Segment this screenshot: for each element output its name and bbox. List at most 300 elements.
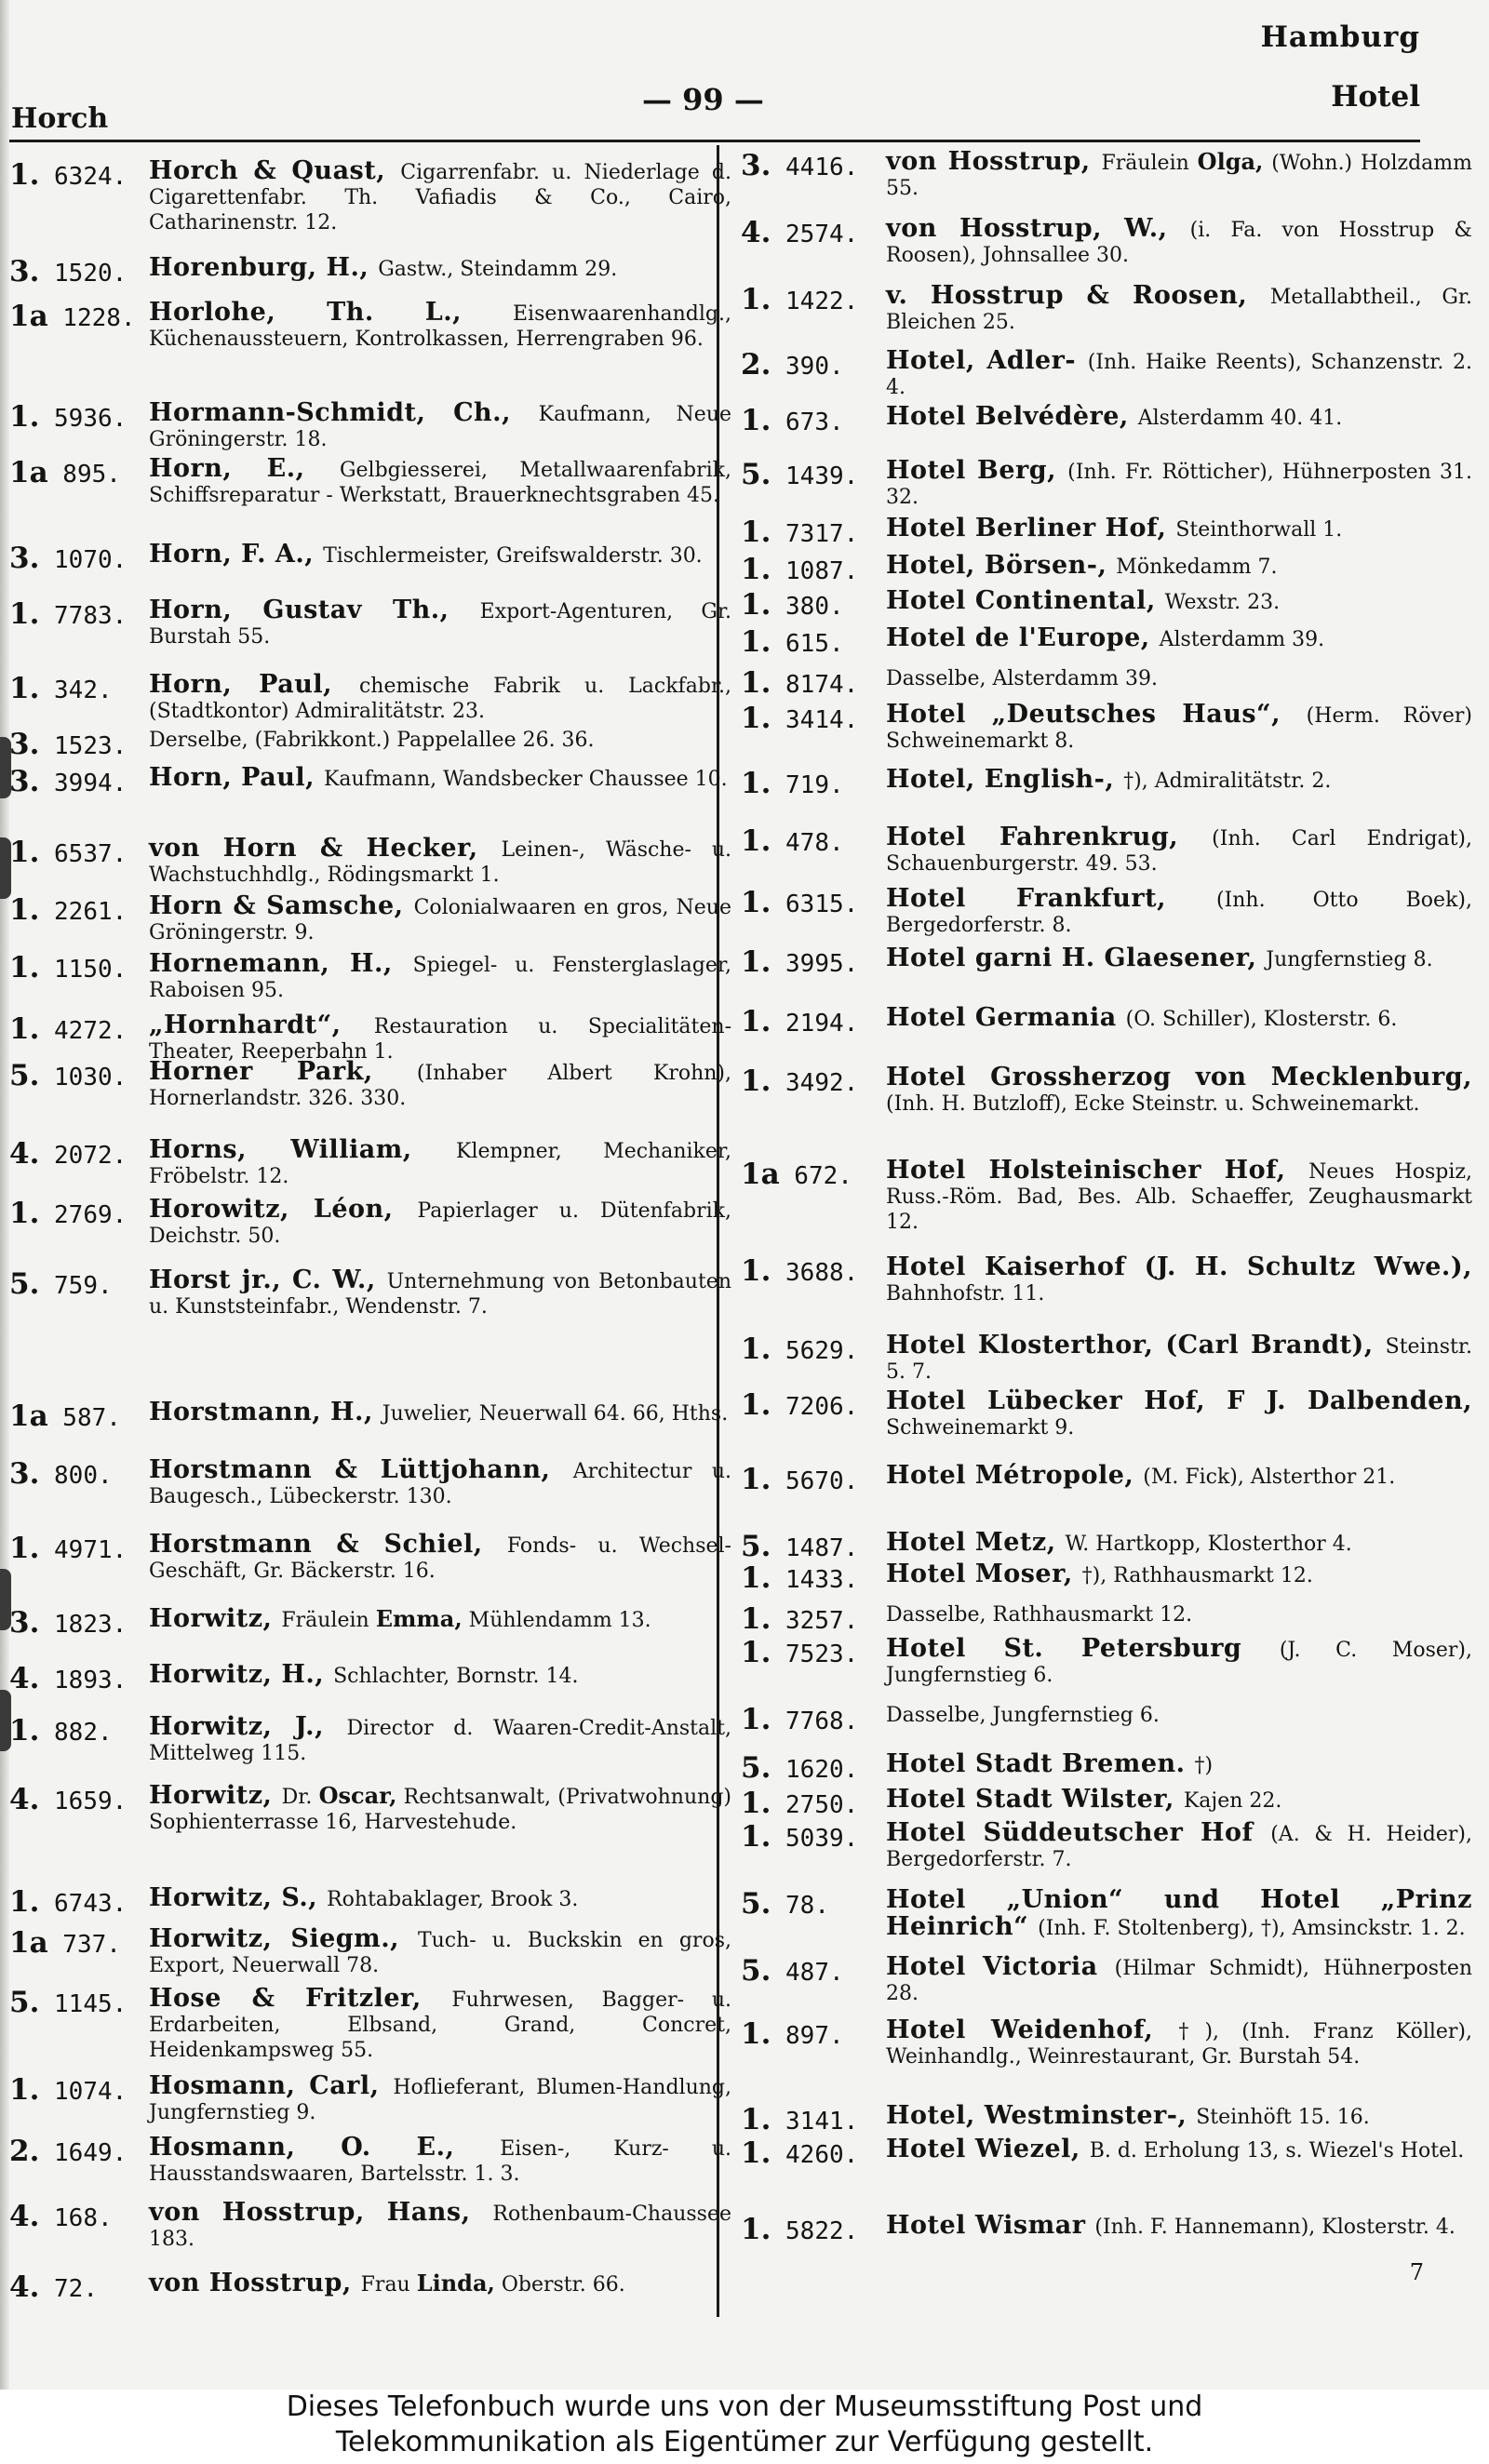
exchange-code: 1. <box>741 886 771 919</box>
subscriber-number: 478. <box>771 829 844 857</box>
entry-text <box>149 1267 731 1319</box>
entry-description: †), (Inh. Franz Köller), Weinhandlg., Weinrestaurant, Gr. Burstah 54. <box>886 2020 1473 2069</box>
subscriber-number: 1145. <box>39 1990 127 2018</box>
entry-text <box>149 2135 731 2187</box>
exchange-code: 1a <box>741 1158 780 1191</box>
entry-description: (Herm. Röver) Schweinemarkt 8. <box>886 704 1472 753</box>
subscriber-number: 1649. <box>39 2139 127 2167</box>
entry-text <box>149 1662 731 1689</box>
phone-number <box>9 1012 149 1046</box>
subscriber-number: 1823. <box>39 1611 127 1639</box>
subscriber-number: 1620. <box>771 1756 859 1784</box>
phone-number <box>9 597 149 631</box>
subscriber-number: 3257. <box>771 1607 859 1635</box>
exchange-code: 1. <box>9 1197 40 1230</box>
entry-text <box>886 1887 1472 1941</box>
entry-text <box>149 400 731 452</box>
exchange-code: 1. <box>9 836 40 869</box>
entry-text <box>149 893 731 945</box>
phone-number <box>741 1254 880 1288</box>
entry-description: Fuhrwesen, Bagger- u. Erdarbeiten, Elbsand, Grand, Concret, Heidenkampsweg 55. <box>149 1989 731 2062</box>
subscriber-number: 897. <box>771 2022 844 2050</box>
exchange-code: 1. <box>741 1636 771 1669</box>
entry-description: Tuch- u. Buckskin en gros, Export, Neuerwall 78. <box>149 1929 731 1977</box>
subscriber-number: 5822. <box>771 2217 859 2245</box>
exchange-code: 5. <box>741 1887 771 1921</box>
entry-description: Gastw., Steindamm 29. <box>378 258 618 281</box>
entry-description: Colonialwaaren en gros, Neue Gröningerstr. 9. <box>149 896 731 944</box>
exchange-code: 1. <box>9 400 40 434</box>
entry-description: Dasselbe, Rathhausmarkt 12. <box>886 1603 1193 1627</box>
entry-text <box>886 1787 1472 1814</box>
entry-name: Horwitz, <box>149 1781 282 1810</box>
subscriber-number: 2194. <box>771 1010 859 1038</box>
exchange-code: 1. <box>9 1885 40 1919</box>
subscriber-number: 1150. <box>39 956 127 984</box>
phone-number <box>741 767 880 800</box>
phone-number <box>9 1606 149 1640</box>
entry-description: Dasselbe, Jungfernstieg 6. <box>886 1704 1160 1727</box>
entry-text <box>149 1926 731 1978</box>
entry-name: Hotel, English-, <box>886 765 1124 794</box>
phone-number <box>9 2073 149 2107</box>
phone-number <box>741 588 880 622</box>
subscriber-number: 72. <box>39 2275 98 2303</box>
phone-number <box>741 553 880 586</box>
phone-number <box>9 1714 149 1748</box>
subscriber-number: 2574. <box>771 221 859 248</box>
entry-text <box>886 1158 1472 1235</box>
entry-text <box>149 1059 731 1111</box>
entry-text <box>886 1332 1472 1385</box>
phone-number <box>9 2270 149 2304</box>
entry-description: Fonds- u. Wechsel-Geschäft, Gr. Bäckerstr. 16. <box>149 1534 731 1583</box>
entry-description: Alsterdamm 39. <box>1159 628 1325 651</box>
phone-number <box>741 1787 880 1820</box>
exchange-code: 1. <box>741 1561 771 1595</box>
entry-name: Hosmann, Carl, <box>149 2071 394 2100</box>
entry-text <box>886 2213 1472 2240</box>
exchange-code: 1. <box>741 1787 771 1820</box>
exchange-code: 3. <box>9 1457 40 1491</box>
entry-text <box>886 348 1472 400</box>
subscriber-number: 4416. <box>771 154 859 181</box>
entry-description: †), Rathhausmarkt 12. <box>1081 1564 1313 1587</box>
exchange-code: 1. <box>9 672 40 705</box>
subscriber-number: 5039. <box>771 1825 859 1853</box>
phone-number <box>741 666 880 700</box>
exchange-code: 1. <box>741 588 771 622</box>
entry-text <box>149 1606 731 1633</box>
entry-name: Hotel Frankfurt, <box>886 884 1216 913</box>
entry-text <box>886 1463 1472 1490</box>
subscriber-number: 5936. <box>39 405 127 433</box>
entry-text <box>886 1954 1472 2006</box>
subscriber-number: 7768. <box>771 1707 859 1735</box>
entry-description: Export-Agenturen, Gr. Burstah 55. <box>149 600 731 649</box>
entry-name: von Hosstrup, <box>149 2269 361 2297</box>
subscriber-number: 4971. <box>39 1536 127 1564</box>
entry-description: (Inh. Carl Endrigat), Schauenburgerstr. 49. 53. <box>886 827 1472 876</box>
entry-name: Horn, F. A., <box>149 540 324 569</box>
entry-text <box>149 597 731 649</box>
phone-number <box>741 1158 880 1191</box>
exchange-code: 1. <box>9 1012 40 1046</box>
subscriber-number: 1893. <box>39 1667 127 1694</box>
phone-number <box>9 1399 149 1433</box>
entry-description: Kaufmann, Neue Gröningerstr. 18. <box>149 403 732 451</box>
subscriber-number: 2072. <box>39 1142 127 1170</box>
subscriber-number: 3994. <box>39 770 127 797</box>
entry-description: Derselbe, (Fabrikkont.) Pappelallee 26. 36. <box>149 729 595 752</box>
header-rule <box>9 140 1420 142</box>
entry-description: Eisen-, Kurz- u. Hausstandswaaren, Bartelsstr. 1. 3. <box>149 2137 731 2186</box>
entry-text <box>886 702 1472 754</box>
subscriber-number: 342. <box>39 676 113 704</box>
footnote-mark: 7 <box>1409 2259 1424 2285</box>
entry-description: Kajen 22. <box>1183 1789 1282 1813</box>
exchange-code: 5. <box>741 1954 771 1988</box>
page-spine-shadow <box>0 0 9 2390</box>
subscriber-number: 7523. <box>771 1640 859 1668</box>
exchange-code: 1. <box>9 597 40 631</box>
exchange-code: 1. <box>741 1254 771 1288</box>
exchange-code: 1. <box>741 824 771 858</box>
entry-description: (Inh. Otto Boek), Bergedorferstr. 8. <box>886 889 1472 937</box>
subscriber-number: 759. <box>39 1272 113 1300</box>
entry-name: Hotel Berliner Hof, <box>886 514 1176 542</box>
entry-text <box>886 216 1472 268</box>
entry-name: Hotel Germania <box>886 1003 1126 1032</box>
entry-text <box>886 1254 1472 1306</box>
subscriber-number: 895. <box>47 461 121 489</box>
phone-number <box>9 672 149 705</box>
entry-description: (Inh. Fr. Rötticher), Hühnerposten 31. 32. <box>886 461 1472 509</box>
entry-text <box>886 1751 1472 1778</box>
entry-name: Hosmann, O. E., <box>149 2133 501 2162</box>
subscriber-number: 2261. <box>39 898 127 926</box>
phone-number <box>9 456 149 489</box>
subscriber-number: 673. <box>771 408 844 436</box>
entry-text <box>149 1714 731 1766</box>
entry-text <box>149 1399 731 1426</box>
entry-description: Klempner, Mechaniker, Fröbelstr. 12. <box>149 1140 731 1188</box>
subscriber-number: 7317. <box>771 520 859 548</box>
phone-number <box>741 1065 880 1098</box>
phone-number <box>741 1005 880 1038</box>
entry-text <box>149 255 731 282</box>
phone-number <box>741 348 880 382</box>
entry-description: Mönkedamm 7. <box>1116 556 1278 579</box>
subscriber-number: 4260. <box>771 2141 859 2169</box>
exchange-code: 1. <box>741 404 771 437</box>
phone-number <box>741 1602 880 1636</box>
subscriber-number: 78. <box>771 1892 829 1920</box>
phone-number <box>741 1332 880 1366</box>
entry-text <box>886 1636 1472 1688</box>
entry-description: (J. C. Moser), Jungfernstieg 6. <box>886 1639 1472 1687</box>
entry-text <box>149 300 731 352</box>
subscriber-number: 615. <box>771 630 844 658</box>
phone-number <box>9 2200 149 2233</box>
entry-name: Hormann-Schmidt, Ch., <box>149 398 539 427</box>
entry-description: (Inh. F. Stoltenberg), †), Amsinckstr. 1. 2. <box>1038 1917 1466 1940</box>
exchange-code: 1. <box>741 666 771 700</box>
entry-description: Steinstr. 5. 7. <box>886 1335 1472 1384</box>
entry-description: Wexstr. 23. <box>1164 591 1281 614</box>
entry-text <box>149 1137 731 1189</box>
entry-text <box>149 672 731 724</box>
entry-text <box>149 456 731 508</box>
entry-name: Hotel Metz, <box>886 1528 1066 1557</box>
exchange-code: 1. <box>9 893 40 927</box>
entry-name: Horn & Samsche, <box>149 891 414 920</box>
subscriber-number: 1030. <box>39 1064 127 1091</box>
subscriber-number: 1439. <box>771 462 859 490</box>
entry-text <box>149 1457 731 1509</box>
entry-text <box>886 1602 1472 1627</box>
entry-name: Horn, Gustav Th., <box>149 596 480 624</box>
phone-number <box>9 1986 149 2019</box>
entry-text <box>886 1065 1472 1117</box>
entry-text <box>149 1783 731 1835</box>
subscriber-number: 5629. <box>771 1337 859 1365</box>
subscriber-number: 1087. <box>771 557 859 585</box>
phone-number <box>741 2213 880 2246</box>
entry-name: Hotel „Deutsches Haus“, <box>886 700 1307 729</box>
entry-text <box>149 951 731 1003</box>
entry-text <box>149 765 731 792</box>
entry-description: Steinthorwall 1. <box>1175 518 1343 542</box>
phone-number <box>9 400 149 434</box>
entry-name: Horwitz, S., <box>149 1883 328 1912</box>
entry-name: Horn, E., <box>149 454 340 483</box>
phone-number <box>741 149 880 182</box>
subscriber-number: 1228. <box>47 304 136 332</box>
exchange-code: 2. <box>741 348 771 382</box>
entry-name: von Hosstrup, <box>886 147 1102 176</box>
entry-name: Hotel Süddeutscher Hof <box>886 1818 1271 1847</box>
entry-text <box>149 2073 731 2125</box>
entry-description: Dr. Oscar, Rechtsanwalt, (Privatwohnung) Sophienterrasse 16, Harvestehude. <box>149 1782 731 1834</box>
entry-description: (Inh. H. Butzloff), Ecke Steinstr. u. Schweinemarkt. <box>886 1092 1420 1116</box>
phone-number <box>741 516 880 549</box>
entry-text <box>149 728 731 753</box>
exchange-code: 1. <box>9 1714 40 1748</box>
exchange-code: 1a <box>9 1399 48 1433</box>
exchange-code: 1a <box>9 1926 48 1960</box>
entry-description: (Inh. Haike Reents), Schanzenstr. 2. 4. <box>886 351 1472 399</box>
entry-name: „Hornhardt“, <box>149 1011 374 1039</box>
phone-number <box>9 765 149 798</box>
exchange-code: 5. <box>741 1751 771 1785</box>
ownership-notice <box>0 2390 1489 2464</box>
subscriber-number: 6537. <box>39 840 127 868</box>
entry-name: Hotel Klosterthor, (Carl Brandt), <box>886 1331 1386 1359</box>
exchange-code: 3. <box>9 728 40 761</box>
subscriber-number: 737. <box>47 1931 121 1959</box>
entry-description: Neues Hospiz, Russ.-Röm. Bad, Bes. Alb. Schaeffer, Zeughausmarkt 12. <box>886 1160 1472 1234</box>
phone-number <box>9 1267 149 1301</box>
entry-text <box>886 1388 1472 1440</box>
subscriber-number: 390. <box>771 353 844 381</box>
entry-description: †) <box>1194 1754 1214 1777</box>
phone-number <box>741 1388 880 1422</box>
entry-name: Hotel Kaiserhof (J. H. Schultz Wwe.), <box>886 1252 1472 1281</box>
subscriber-number: 1520. <box>39 260 127 288</box>
phone-number <box>741 1887 880 1921</box>
entry-description: Metallabtheil., Gr. Bleichen 25. <box>886 286 1472 334</box>
phone-number <box>741 2103 880 2136</box>
entry-description: Fräulein Emma, Mühlendamm 13. <box>281 1605 651 1632</box>
exchange-code: 1. <box>741 1463 771 1496</box>
exchange-code: 1. <box>9 158 40 192</box>
exchange-code: 1. <box>741 2213 771 2246</box>
phone-number <box>9 951 149 984</box>
entry-description: chemische Fabrik u. Lackfabr., (Stadtkontor) Admiralitätstr. 23. <box>149 675 731 723</box>
entry-description: †), Admiralitätstr. 2. <box>1123 770 1332 793</box>
subscriber-number: 1659. <box>39 1788 127 1815</box>
entry-name: von Hosstrup, W., <box>886 214 1190 243</box>
subscriber-number: 5670. <box>771 1467 859 1495</box>
entry-text <box>149 2200 731 2252</box>
exchange-code: 5. <box>9 1267 40 1301</box>
phone-number <box>9 1662 149 1695</box>
subscriber-number: 380. <box>771 593 844 621</box>
right-catchword: Hotel <box>1331 80 1420 114</box>
exchange-code: 1. <box>741 1820 771 1854</box>
subscriber-number: 8174. <box>771 671 859 699</box>
phone-number <box>741 1463 880 1496</box>
entry-name: Horwitz, J., <box>149 1712 347 1741</box>
entry-description: Unternehmung von Betonbauten u. Kunststeinfabr., Wendenstr. 7. <box>149 1270 731 1319</box>
entry-text <box>886 824 1472 877</box>
entry-name: v. Hosstrup & Roosen, <box>886 281 1270 310</box>
subscriber-number: 587. <box>47 1404 121 1432</box>
entry-text <box>886 2017 1472 2069</box>
entry-description: Tischlermeister, Greifswalderstr. 30. <box>323 544 703 568</box>
exchange-code: 1. <box>741 702 771 735</box>
notice-line-2: Telekommunikation als Eigentümer zur Verfügung gestellt. <box>335 2426 1154 2458</box>
exchange-code: 1. <box>741 1388 771 1422</box>
entry-name: Hotel Belvédère, <box>886 402 1138 431</box>
entry-description: B. d. Erholung 13, s. Wiezel's Hotel. <box>1089 2139 1465 2163</box>
entry-description: (M. Fick), Alsterthor 21. <box>1143 1466 1396 1489</box>
subscriber-number: 1070. <box>39 546 127 574</box>
subscriber-number: 6743. <box>39 1890 127 1918</box>
entry-description: Fräulein Olga, (Wohn.) Holzdamm 55. <box>886 148 1473 200</box>
entry-text <box>149 542 731 569</box>
subscriber-number: 3688. <box>771 1259 859 1287</box>
entry-name: Hotel Wismar <box>886 2211 1095 2240</box>
exchange-code: 1. <box>9 1532 40 1565</box>
subscriber-number: 719. <box>771 771 844 799</box>
entry-description: (Inhaber Albert Krohn), Hornerlandstr. 326. 330. <box>149 1062 731 1110</box>
entry-description: Alsterdamm 40. 41. <box>1137 407 1343 430</box>
entry-description: Juwelier, Neuerwall 64. 66, Hths. <box>382 1402 729 1426</box>
notice-line-1: Dieses Telefonbuch wurde uns von der Museumsstiftung Post und <box>286 2390 1203 2423</box>
entry-name: Hornemann, H., <box>149 949 413 978</box>
entry-name: Hotel Wiezel, <box>886 2135 1090 2163</box>
exchange-code: 1. <box>741 1703 771 1736</box>
subscriber-number: 3414. <box>771 706 859 734</box>
subscriber-number: 487. <box>771 1959 844 1987</box>
entry-text <box>886 2103 1472 2130</box>
entry-description: Schlachter, Bornstr. 14. <box>333 1665 579 1688</box>
phone-number <box>741 1703 880 1736</box>
exchange-code: 1. <box>9 951 40 984</box>
entry-text <box>886 458 1472 510</box>
entry-description: Restauration u. Specialitäten-Theater, Reeperbahn 1. <box>149 1015 731 1064</box>
phone-number <box>741 1954 880 1988</box>
exchange-code: 1. <box>741 2136 771 2170</box>
subscriber-number: 6315. <box>771 891 859 918</box>
entry-text <box>886 588 1472 615</box>
entry-text <box>886 1005 1472 1032</box>
entry-name: Horwitz, <box>149 1604 282 1633</box>
phone-number <box>9 728 149 761</box>
entry-text <box>149 1986 731 2063</box>
exchange-code: 4. <box>9 2270 40 2304</box>
exchange-code: 4. <box>741 216 771 249</box>
entry-text <box>886 553 1472 580</box>
phone-number <box>9 158 149 192</box>
exchange-code: 3. <box>741 149 771 182</box>
exchange-code: 4. <box>9 1662 40 1695</box>
entry-name: Horstmann, H., <box>149 1398 382 1426</box>
entry-name: Hotel Continental, <box>886 586 1165 615</box>
phone-number <box>741 458 880 491</box>
entry-text <box>886 886 1472 938</box>
entry-name: Horstmann & Lüttjohann, <box>149 1455 573 1484</box>
exchange-code: 5. <box>741 458 771 491</box>
subscriber-number: 1433. <box>771 1566 859 1594</box>
phone-number <box>9 1532 149 1565</box>
phone-number <box>9 2135 149 2168</box>
entry-name: Horwitz, Siegm., <box>149 1924 418 1953</box>
exchange-code: 4. <box>9 2200 40 2233</box>
exchange-code: 1a <box>9 300 48 333</box>
entry-description: Rothenbaum-Chaussee 183. <box>149 2203 731 2251</box>
subscriber-number: 3492. <box>771 1069 859 1097</box>
exchange-code: 2. <box>9 2135 40 2168</box>
entry-text <box>886 625 1472 652</box>
exchange-code: 3. <box>9 765 40 798</box>
entry-text <box>886 1561 1472 1588</box>
city-header: Hamburg <box>1260 20 1420 54</box>
exchange-code: 1. <box>741 1332 771 1366</box>
entry-name: Horn, Paul, <box>149 763 324 792</box>
subscriber-number: 1422. <box>771 288 859 315</box>
entry-text <box>886 1703 1472 1728</box>
entry-name: Hotel Moser, <box>886 1560 1082 1588</box>
entry-description: Schweinemarkt 9. <box>886 1416 1075 1440</box>
entry-text <box>149 836 731 888</box>
subscriber-number: 672. <box>779 1162 852 1190</box>
entry-text <box>886 945 1472 972</box>
entry-name: Hotel Stadt Wilster, <box>886 1785 1184 1814</box>
entry-text <box>886 283 1472 335</box>
phone-number <box>9 836 149 869</box>
exchange-code: 5. <box>741 1530 771 1563</box>
entry-description: Eisenwaarenhandlg., Küchenaussteuern, Kontrolkassen, Herrengraben 96. <box>149 302 731 351</box>
entry-name: von Hosstrup, Hans, <box>149 2198 493 2227</box>
exchange-code: 1. <box>741 1065 771 1098</box>
entry-description: Papierlager u. Dütenfabrik, Deichstr. 50. <box>149 1199 731 1248</box>
exchange-code: 1. <box>741 283 771 316</box>
entry-description: Jungfernstieg 8. <box>1266 948 1433 971</box>
exchange-code: 1a <box>9 456 48 489</box>
